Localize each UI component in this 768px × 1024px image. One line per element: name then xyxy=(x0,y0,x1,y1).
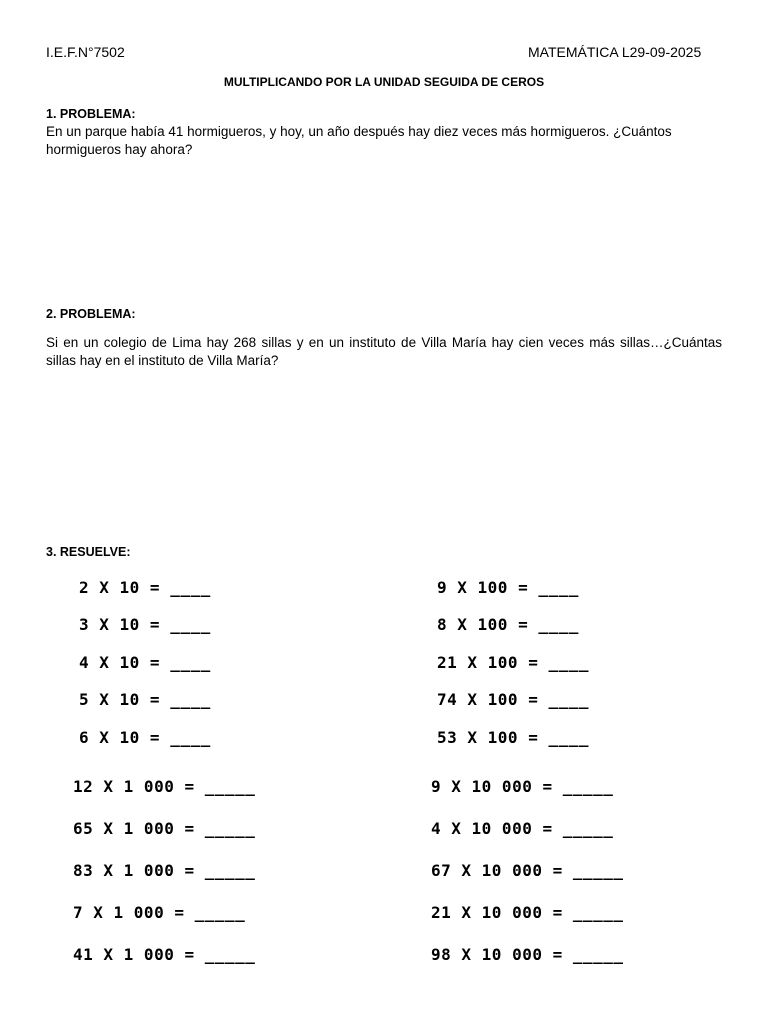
exercise-item: 7 X 1 000 = _____ xyxy=(73,903,246,922)
problem2-heading: 2. PROBLEMA: xyxy=(46,307,136,321)
problem2-text: Si en un colegio de Lima hay 268 sillas y en un instituto de Villa María hay cien veces más sillas…¿Cuántas sillas hay en el instituto de Villa María? xyxy=(46,335,722,368)
exercise-item: 21 X 10 000 = _____ xyxy=(431,903,624,922)
exercise-item: 12 X 1 000 = _____ xyxy=(73,777,256,796)
exercise-item: 74 X 100 = ____ xyxy=(437,690,589,709)
exercise-item: 4 X 10 = ____ xyxy=(79,653,211,672)
exercise-item: 6 X 10 = ____ xyxy=(79,728,211,747)
exercise-item: 83 X 1 000 = _____ xyxy=(73,861,256,880)
exercise-item: 5 X 10 = ____ xyxy=(79,690,211,709)
exercise-item: 53 X 100 = ____ xyxy=(437,728,589,747)
exercise-item: 41 X 1 000 = _____ xyxy=(73,945,256,964)
exercise-item: 98 X 10 000 = _____ xyxy=(431,945,624,964)
section3-heading: 3. RESUELVE: xyxy=(46,545,131,559)
page-title: MULTIPLICANDO POR LA UNIDAD SEGUIDA DE CEROS xyxy=(223,75,545,89)
exercise-item: 3 X 10 = ____ xyxy=(79,615,211,634)
exercise-item: 9 X 10 000 = _____ xyxy=(431,777,614,796)
exercise-item: 4 X 10 000 = _____ xyxy=(431,819,614,838)
subject-date: MATEMÁTICA L29-09-2025 xyxy=(528,44,702,60)
exercise-item: 65 X 1 000 = _____ xyxy=(73,819,256,838)
exercise-item: 2 X 10 = ____ xyxy=(79,578,211,597)
exercise-item: 8 X 100 = ____ xyxy=(437,615,579,634)
exercise-item: 9 X 100 = ____ xyxy=(437,578,579,597)
exercise-item: 67 X 10 000 = _____ xyxy=(431,861,624,880)
problem1-heading: 1. PROBLEMA: xyxy=(46,107,136,121)
problem1-text: En un parque había 41 hormigueros, y hoy, un año después hay diez veces más hormigueros. ¿Cuántos hormigueros hay ahora? xyxy=(46,124,672,157)
school-name: I.E.F.N°7502 xyxy=(46,44,125,60)
exercise-item: 21 X 100 = ____ xyxy=(437,653,589,672)
